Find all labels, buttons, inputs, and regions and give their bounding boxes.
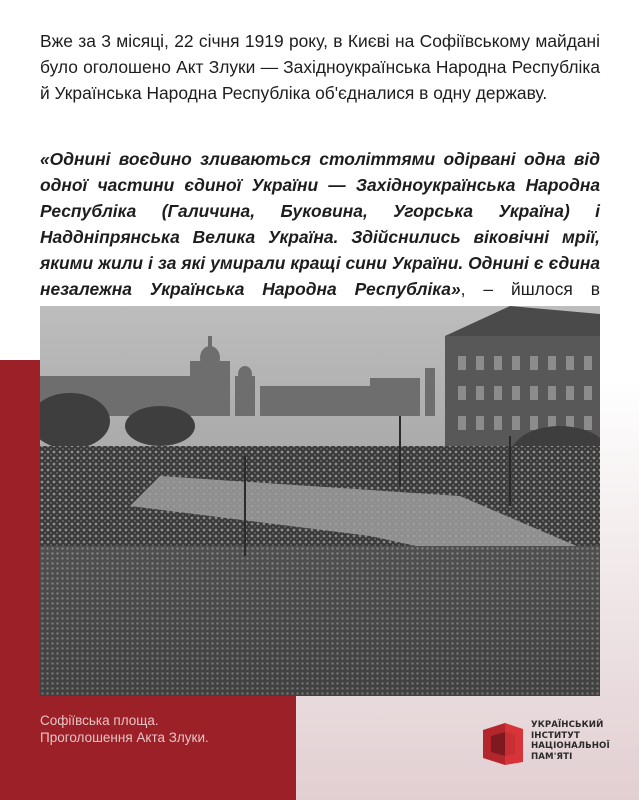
logo-line-1: УКРАЇНСЬКИЙ [531,720,604,730]
logo-line-2: ІНСТИТУТ [531,730,580,741]
photo-caption [40,712,280,746]
caption-line-2: Проголошення Акта Злуки. [40,730,209,745]
logo-line-3: НАЦІОНАЛЬНОЇ [531,741,610,751]
quote-paragraph [40,146,600,328]
caption-line-1: Софіївська площа. [40,713,159,728]
intro-paragraph: Вже за 3 місяці, 22 січня 1919 року, в Києві на Софіївському майдані було оголошено Акт Злуки — Західноукраїнська Народна Республіка й Українська Народна Республіка об'єдналися в одну державу. [40,31,600,103]
logo-mark-icon [483,720,525,768]
institute-logo [483,718,623,776]
logo-line-4: ПАМ'ЯТІ [531,751,573,762]
quote-text: «Однині воєдино зливаються століттями одірвані одна від одної частини єдиної України — Західноукраїнська Народна Республіка (Галичина, Буковина, Угорська Україна) і Наддніпрянська Велика Україна. Здійснились віковічні мрії, якими жили і за які умирали кращі сини України. Однині є єдина незалежна Українська Народна Республіка» [40,149,600,299]
quote-attribution: , – йшлося в [460,279,600,299]
logo-text [531,720,621,762]
historical-photo [40,306,600,696]
